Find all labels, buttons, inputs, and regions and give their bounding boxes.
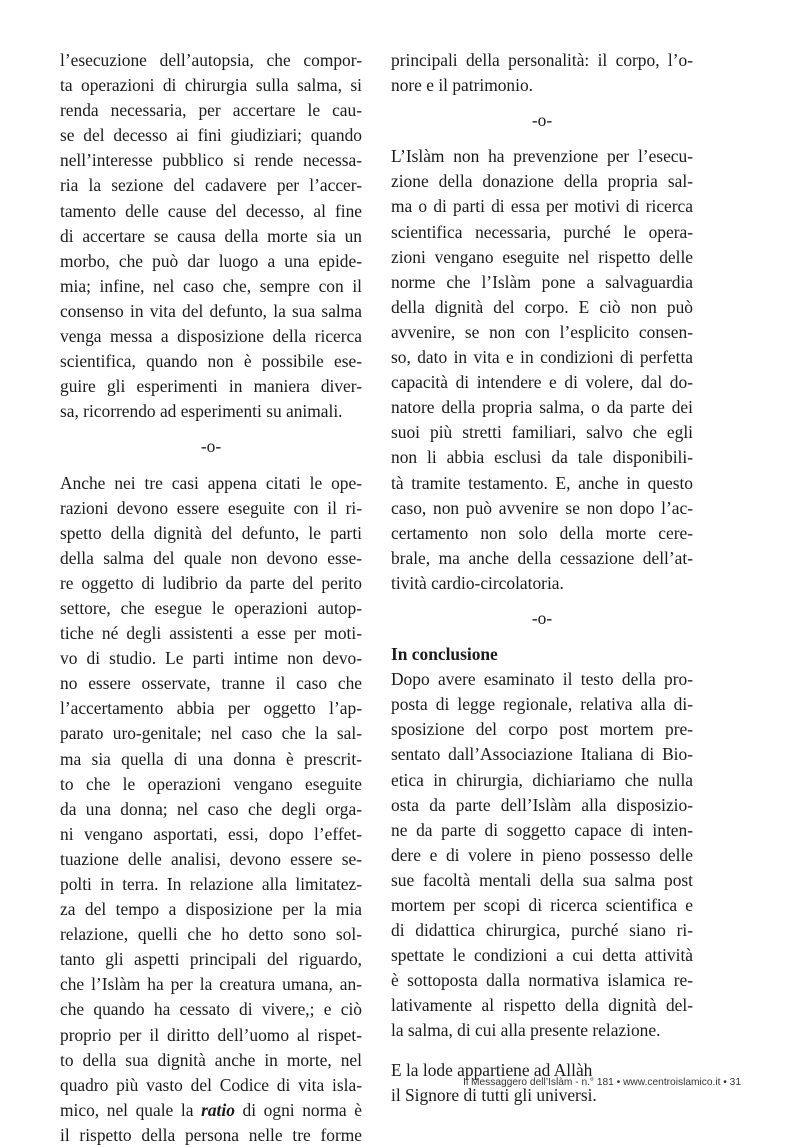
left-paragraph-1 bbox=[60, 48, 362, 424]
page-footer: Il Messaggero dell’Islàm - n.° 181 • www.centroislamico.it • 31 bbox=[463, 1077, 741, 1088]
text-line: scientifica necessaria, purché le opera- bbox=[391, 221, 693, 242]
text-line: ria la sezione del cadavere per l’accer- bbox=[60, 175, 362, 196]
text-line: scientifica, quando non è possibile ese- bbox=[60, 351, 362, 372]
text-line: nell’interesse pubblico si rende necessa- bbox=[60, 150, 362, 171]
section-separator: -o- bbox=[531, 607, 553, 628]
right-column bbox=[391, 48, 693, 1108]
left-paragraph-2 bbox=[60, 471, 362, 1098]
text-line: vo di studio. Le parti intime non devo- bbox=[60, 648, 362, 669]
text-line: ne da parte di soggetto capace di inten- bbox=[391, 819, 693, 840]
ratio-line-before: mico, nel quale la bbox=[60, 1099, 202, 1120]
left-column bbox=[60, 48, 362, 1148]
text-line: razioni devono essere eseguite con il ri- bbox=[60, 497, 362, 518]
text-line: non li abbia esclusi da tale disponibili- bbox=[391, 447, 693, 468]
text-line: ma o di parti di essa per motivi di ricerca bbox=[391, 196, 693, 217]
ratio-emphasis: ratio bbox=[201, 1099, 235, 1120]
text-line: di didattica chirurgica, purché siano ri- bbox=[391, 920, 693, 941]
text-line: zione della donazione della propria sal- bbox=[391, 171, 693, 192]
section-separator: -o- bbox=[200, 436, 222, 457]
text-line: proprio per il diritto dell’uomo al rispet- bbox=[60, 1024, 362, 1045]
text-line: suoi più stretti familiari, salvo che egli bbox=[391, 422, 693, 443]
text-line: brale, ma anche della cessazione dell’at- bbox=[391, 547, 693, 568]
text-line: principali della personalità: il corpo, l’o- bbox=[391, 50, 693, 70]
text-line: lativamente al rispetto della dignità del- bbox=[391, 995, 693, 1016]
text-line: morbo, che può dar luogo a una epide- bbox=[60, 250, 362, 271]
text-line: di accertare se causa della morte sia un bbox=[60, 225, 362, 246]
text-line: to della sua dignità anche in morte, nel bbox=[60, 1049, 362, 1070]
right-paragraph-2 bbox=[391, 144, 693, 596]
text-line: della dignità del corpo. E ciò non può bbox=[391, 296, 693, 317]
text-line: l’esecuzione dell’autopsia, che compor- bbox=[60, 50, 362, 70]
text-line: il Signore di tutti gli universi. bbox=[391, 1084, 597, 1105]
text-line: natore della propria salma, o da parte dei bbox=[391, 397, 693, 418]
text-line: guire gli esperimenti in maniera diver- bbox=[60, 376, 362, 397]
text-line: Dopo avere esaminato il testo della pro- bbox=[391, 669, 693, 690]
text-line: sa, ricorrendo ad esperimenti su animali. bbox=[60, 401, 343, 422]
text-line: consenso in vita del defunto, la sua salma bbox=[60, 300, 362, 321]
text-line: il rispetto della persona nelle tre forme bbox=[60, 1124, 362, 1145]
text-line: re oggetto di ludibrio da parte del perito bbox=[60, 572, 362, 593]
text-line: tamento delle cause del decesso, al fine bbox=[60, 200, 362, 221]
text-line: osta da parte dell’Islàm alla disposizio- bbox=[391, 794, 693, 815]
text-line: etica in chirurgia, dichiariamo che nulla bbox=[391, 769, 693, 790]
text-line: ta operazioni di chirurgia sulla salma, si bbox=[60, 75, 362, 96]
text-line: nore e il patrimonio. bbox=[391, 75, 533, 96]
text-line: so, dato in vita e in condizioni di perfetta bbox=[391, 347, 693, 368]
text-line: settore, che esegue le operazioni autop- bbox=[60, 597, 362, 618]
text-line: Anche nei tre casi appena citati le ope- bbox=[60, 472, 362, 493]
text-line: sposizione del corpo post mortem pre- bbox=[391, 719, 693, 740]
right-paragraph-1 bbox=[391, 48, 693, 98]
text-line: spettate le condizioni a cui detta attività bbox=[391, 945, 693, 966]
text-line: no essere osservate, tranne il caso che bbox=[60, 673, 362, 694]
ratio-line-after: di ogni norma è bbox=[234, 1099, 362, 1120]
text-line: dere e di volere in pieno possesso delle bbox=[391, 844, 693, 865]
text-line: da una donna; nel caso che degli orga- bbox=[60, 798, 362, 819]
text-line: renda necessaria, per accertare le cau- bbox=[60, 100, 362, 121]
section-separator: -o- bbox=[531, 110, 553, 131]
text-line: quadro più vasto del Codice di vita isla- bbox=[60, 1074, 362, 1095]
text-line: che quando ha cessato di vivere,; e ciò bbox=[60, 999, 362, 1020]
text-line: la salma, di cui alla presente relazione. bbox=[391, 1020, 661, 1041]
text-line: certamento non solo della morte cere- bbox=[391, 522, 693, 543]
text-line: zioni vengano eseguite nel rispetto delle bbox=[391, 246, 693, 267]
text-line: relazione, quelli che ho detto sono sol- bbox=[60, 924, 362, 945]
text-line: tanto gli aspetti principali del riguardo, bbox=[60, 949, 362, 970]
text-line: parato uro-genitale; nel caso che la sal- bbox=[60, 723, 362, 744]
text-line: tiche né degli assistenti a esse per moti- bbox=[60, 623, 362, 644]
text-line: della salma del quale non devono esse- bbox=[60, 547, 362, 568]
text-line: to che le operazioni vengano eseguite bbox=[60, 773, 362, 794]
text-line: mortem per scopi di ricerca scientifica e bbox=[391, 895, 693, 915]
text-line: l’accertamento abbia per oggetto l’ap- bbox=[60, 698, 362, 719]
text-line: capacità di intendere e di volere, dal do- bbox=[391, 372, 693, 393]
text-line: tà tramite testamento. E, anche in questo bbox=[391, 472, 693, 493]
text-line: se del decesso ai fini giudiziari; quando bbox=[60, 125, 362, 146]
text-line: posta di legge regionale, relativa alla di- bbox=[391, 694, 693, 715]
text-line: sue facoltà mentali della sua salma post bbox=[391, 869, 693, 890]
text-line: è sottoposta dalla normativa islamica re- bbox=[391, 970, 693, 991]
text-line: tuazione delle analisi, devono essere se- bbox=[60, 848, 362, 869]
text-line: tività cardio-circolatoria. bbox=[391, 572, 564, 593]
text-line: spetto della dignità del defunto, le parti bbox=[60, 522, 362, 543]
text-line: za del tempo a disposizione per la mia bbox=[60, 899, 362, 920]
text-line: venga messa a disposizione della ricerca bbox=[60, 326, 362, 347]
section-heading: In conclusione bbox=[391, 644, 498, 665]
text-line: L’Islàm non ha prevenzione per l’esecu- bbox=[391, 146, 693, 167]
text-line: che l’Islàm ha per la creatura umana, an- bbox=[60, 974, 362, 995]
text-line: caso, non può avvenire se non dopo l’ac- bbox=[391, 497, 693, 518]
text-line: ni vengano asportati, essi, dopo l’effet- bbox=[60, 823, 362, 844]
text-line: E la lode appartiene ad Allàh bbox=[391, 1059, 593, 1080]
text-line-ratio bbox=[60, 1098, 362, 1123]
paragraph-gap bbox=[391, 1044, 693, 1058]
text-line: polti in terra. In relazione alla limitatez- bbox=[60, 874, 362, 894]
text-line: avvenire, se non con l’esplicito consen- bbox=[391, 321, 693, 342]
text-line: mia; infine, nel caso che, sempre con il bbox=[60, 275, 362, 296]
text-line: sentato dall’Associazione Italiana di Bio- bbox=[391, 744, 693, 765]
right-paragraph-3 bbox=[391, 667, 693, 1043]
text-line: norme che l’Islàm pone a salvaguardia bbox=[391, 271, 693, 292]
text-line: ma sia quella di una donna è prescrit- bbox=[60, 748, 362, 769]
